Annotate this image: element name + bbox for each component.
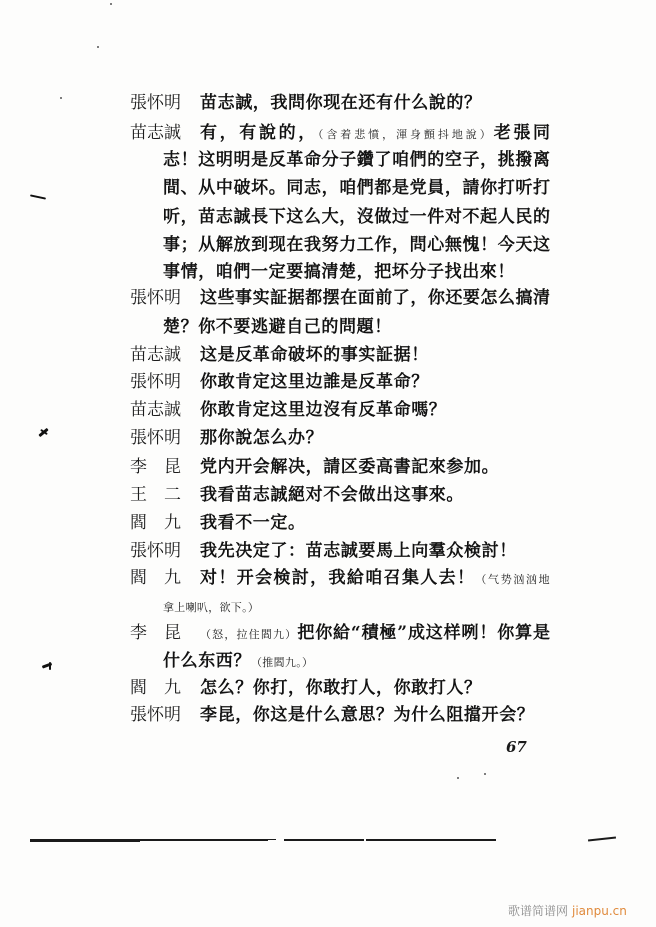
- stage-direction: （气势汹汹地: [475, 573, 550, 586]
- stage-direction: （含着悲憤，渾身顫抖地說）: [317, 128, 494, 141]
- speech-segment: 有，有說的，: [200, 123, 318, 143]
- dialogue-line: [0, 398, 656, 422]
- continuation-line: [0, 176, 656, 200]
- dialogue-line: [0, 539, 656, 563]
- stage-direction: （推閻九。）: [251, 656, 314, 669]
- dialogue-line: [0, 91, 656, 115]
- dialogue-line: [0, 621, 656, 645]
- speaker-name: 張怀明: [130, 541, 181, 561]
- dialogue-line: [0, 286, 656, 310]
- speech-text: 事情，咱們一定要搞清楚，把坏分子找出來！: [163, 262, 515, 282]
- speech-text: [200, 121, 550, 147]
- speaker-name: 王二: [130, 485, 181, 505]
- bottom-rule: [284, 839, 364, 841]
- speech-text: 我看不一定。: [200, 513, 306, 533]
- dialogue-line: [0, 676, 656, 700]
- speaker-name: 李昆: [130, 457, 181, 477]
- speech-text: 李昆，你这是什么意思？为什么阻擋开会？: [200, 705, 535, 725]
- speech-segment: 对！开会検討，我給咱召集人去！: [200, 568, 476, 588]
- speech-text: 你敢肯定这里边誰是反革命？: [200, 372, 429, 392]
- speaker-name: 張怀明: [130, 428, 181, 448]
- dialogue-line: [0, 343, 656, 367]
- bottom-rule: [366, 839, 496, 841]
- continuation-line: [0, 594, 656, 618]
- speech-text: 楚？你不要逃避自己的問題！: [163, 317, 392, 337]
- speaker-name: 張怀明: [130, 93, 181, 113]
- speaker-name: 苗志誠: [130, 400, 181, 420]
- watermark-domain: jianpu.cn: [572, 904, 627, 918]
- bottom-rule: [588, 837, 616, 842]
- speech-text: [163, 594, 259, 620]
- speaker-name: 閻九: [130, 678, 181, 698]
- speaker-name: 李昆: [130, 623, 181, 643]
- speech-text: 間、从中破坏。同志，咱們都是党員，請你打听打: [163, 178, 550, 198]
- bottom-rule: [268, 839, 276, 840]
- dust-speck: [97, 46, 99, 48]
- speaker-name: 苗志誠: [130, 345, 181, 365]
- stage-direction: 拿上喇叭，欲下。）: [163, 601, 260, 614]
- continuation-line: [0, 649, 656, 673]
- page-number: 67: [506, 738, 527, 756]
- speech-text: 你敢肯定这里边沒有反革命嗎？: [200, 400, 447, 420]
- stage-direction: （怒，拉住閻九）: [200, 628, 298, 641]
- dust-speck: [457, 777, 459, 779]
- bottom-rule: [138, 839, 268, 841]
- speaker-name: 閻九: [130, 513, 181, 533]
- speech-text: 事；从解放到现在我努力工作，問心無愧！今天这: [163, 235, 550, 255]
- speech-text: [163, 649, 313, 675]
- margin-mark: [49, 662, 51, 670]
- dialogue-line: [0, 121, 656, 145]
- speaker-name: 張怀明: [130, 372, 181, 392]
- speech-text: 党内开会解决，請区委高書記來参加。: [200, 457, 500, 477]
- speech-text: 志！这明明是反革命分子鑽了咱們的空子，挑撥离: [163, 150, 550, 170]
- dialogue-line: [0, 511, 656, 535]
- dialogue-line: [0, 483, 656, 507]
- speech-segment: 什么东西？: [163, 651, 251, 671]
- speaker-name: 張怀明: [130, 705, 181, 725]
- speech-text: 我先决定了：苗志誠要馬上向羣众検討！: [200, 541, 517, 561]
- dust-speck: [60, 97, 62, 99]
- continuation-line: [0, 233, 656, 257]
- speech-text: 这是反革命破坏的事实証据！: [200, 345, 429, 365]
- speech-text: 听，苗志誠長下这么大，沒做过一件对不起人民的: [163, 207, 550, 227]
- dialogue-line: [0, 566, 656, 590]
- continuation-line: [0, 260, 656, 284]
- dust-speck: [484, 773, 486, 775]
- speech-text: 苗志誠，我問你现在还有什么說的？: [200, 93, 482, 113]
- speech-segment: 把你給“積極”成这样咧！你算是: [297, 623, 550, 643]
- dialogue-line: [0, 703, 656, 727]
- continuation-line: [0, 148, 656, 172]
- continuation-line: [0, 205, 656, 229]
- speaker-name: 苗志誠: [130, 123, 181, 143]
- dialogue-line: [0, 426, 656, 450]
- speech-text: 这些事实証据都摆在面前了，你还要怎么搞清: [200, 288, 550, 308]
- speaker-name: 張怀明: [130, 288, 181, 308]
- speech-text: 怎么？你打，你敢打人，你敢打人？: [200, 678, 482, 698]
- continuation-line: [0, 315, 656, 339]
- speech-segment: 老張同: [493, 123, 551, 143]
- dialogue-line: [0, 370, 656, 394]
- dialogue-line: [0, 455, 656, 479]
- watermark-site-name: 歌谱简谱网: [508, 904, 569, 918]
- dust-speck: [110, 3, 112, 5]
- speech-text: 那你說怎么办？: [200, 428, 324, 448]
- speaker-name: 閻九: [130, 568, 181, 588]
- speech-text: [200, 621, 550, 647]
- speech-text: [200, 566, 550, 592]
- bottom-rule: [30, 839, 140, 842]
- watermark: [508, 902, 627, 919]
- speech-text: 我看苗志誠絕对不会做出这事來。: [200, 485, 464, 505]
